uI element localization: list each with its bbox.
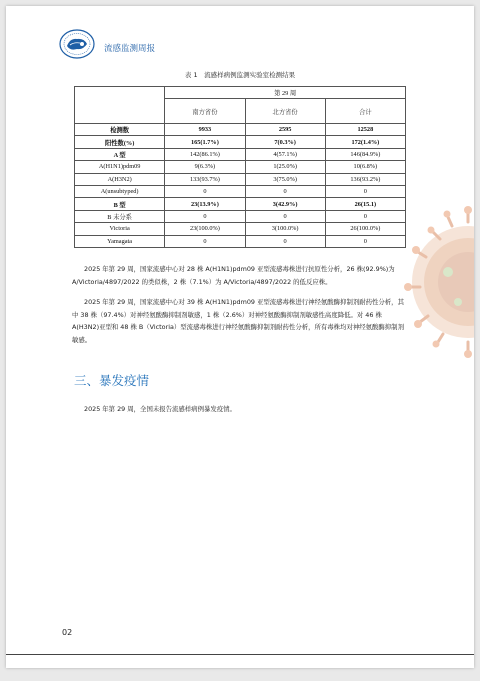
table-cell: 0 xyxy=(325,235,405,247)
row-label: 检测数 xyxy=(75,124,165,136)
table-cell: 26(15.1) xyxy=(325,198,405,210)
table-cell: 0 xyxy=(325,210,405,222)
table-cell: 0 xyxy=(245,185,325,197)
table-row xyxy=(75,148,406,160)
table-row xyxy=(75,223,406,235)
row-label: A(H1N1)pdm09 xyxy=(75,161,165,173)
row-label: Yamagata xyxy=(75,235,165,247)
table-cell: 10(6.8%) xyxy=(325,161,405,173)
table-cell: 0 xyxy=(165,235,245,247)
table-cell: 146(84.9%) xyxy=(325,148,405,160)
table-cell: 172(1.4%) xyxy=(325,136,405,148)
table-cell: 3(100.0%) xyxy=(245,223,325,235)
table-cell: 133(93.7%) xyxy=(165,173,245,185)
row-label: A(H3N2) xyxy=(75,173,165,185)
table-cell: 0 xyxy=(325,185,405,197)
row-label: A 型 xyxy=(75,148,165,160)
table-cell: 9(6.3%) xyxy=(165,161,245,173)
table-cell: 23(100.0%) xyxy=(165,223,245,235)
drug-resistance-paragraph: 2025 年第 29 周，国家流感中心对 39 株 A(H1N1)pdm09 亚型流感毒株进行神经氨酸酶抑制剂耐药性分析，其中 38 株（97.4%）对神经氨酸酶抑制剂敏感，1 株（2.6%）对神经氨酸酶抑制剂敏感性高度降低。对 46 株 A(H3N2)亚型和 48 株 B（Victoria）型流感毒株进行神经氨酸酶抑制剂耐药性分析，所有毒株均对神经氨酸酶抑制剂敏感。 xyxy=(72,298,404,344)
table-cell: 23(13.9%) xyxy=(165,198,245,210)
table-cell: 2595 xyxy=(245,124,325,136)
header-title: 流感监测周报 xyxy=(104,44,156,54)
table-cell: 142(86.1%) xyxy=(165,148,245,160)
lab-results-table xyxy=(74,86,406,248)
table-row xyxy=(75,136,406,148)
table-cell: 0 xyxy=(245,210,325,222)
column-header-total: 合计 xyxy=(325,99,405,124)
table-cell: 0 xyxy=(165,210,245,222)
table-cell: 7(0.3%) xyxy=(245,136,325,148)
table-cell: 0 xyxy=(245,235,325,247)
row-label: B 型 xyxy=(75,198,165,210)
table-header-row xyxy=(75,87,406,99)
section-title: 三、暴发疫情 xyxy=(74,373,150,388)
row-label: A(unsubtyped) xyxy=(75,185,165,197)
row-label: 阳性数(%) xyxy=(75,136,165,148)
table-row xyxy=(75,124,406,136)
table-caption: 表 1 流感样病例监测实验室检测结果 xyxy=(184,71,296,79)
table-cell: 4(57.1%) xyxy=(245,148,325,160)
table-row xyxy=(75,235,406,247)
table-cell: 26(100.0%) xyxy=(325,223,405,235)
row-label: B 未分系 xyxy=(75,210,165,222)
table-row xyxy=(75,210,406,222)
outbreak-paragraph: 2025 年第 29 周，全国未报告流感样病例暴发疫情。 xyxy=(84,405,236,413)
table-cell: 12528 xyxy=(325,124,405,136)
china-cdc-logo-icon xyxy=(58,28,96,60)
page-header xyxy=(6,20,474,66)
page-number: 02 xyxy=(62,628,73,637)
column-header-south: 南方省份 xyxy=(165,99,245,124)
antigenic-analysis-paragraph: 2025 年第 29 周，国家流感中心对 28 株 A(H1N1)pdm09 亚型流感毒株进行抗原性分析，26 株(92.9%)为 A/Victoria/4897/2022 的类似株，2 株（7.1%）为 A/Victoria/4897/2022 的低反应株。 xyxy=(72,265,395,286)
table-row xyxy=(75,161,406,173)
table-row xyxy=(75,185,406,197)
week-header: 第 29 周 xyxy=(165,87,406,99)
table-cell: 0 xyxy=(165,185,245,197)
table-cell: 1(25.0%) xyxy=(245,161,325,173)
report-page xyxy=(6,6,474,668)
table-row xyxy=(75,173,406,185)
footer-divider xyxy=(6,654,474,655)
table-cell: 136(93.2%) xyxy=(325,173,405,185)
table-cell: 165(1.7%) xyxy=(165,136,245,148)
column-header-north: 北方省份 xyxy=(245,99,325,124)
table-cell: 3(75.0%) xyxy=(245,173,325,185)
table-row xyxy=(75,198,406,210)
table-cell: 3(42.9%) xyxy=(245,198,325,210)
row-label: Victoria xyxy=(75,223,165,235)
table-cell: 9933 xyxy=(165,124,245,136)
table-corner-cell xyxy=(75,87,165,124)
